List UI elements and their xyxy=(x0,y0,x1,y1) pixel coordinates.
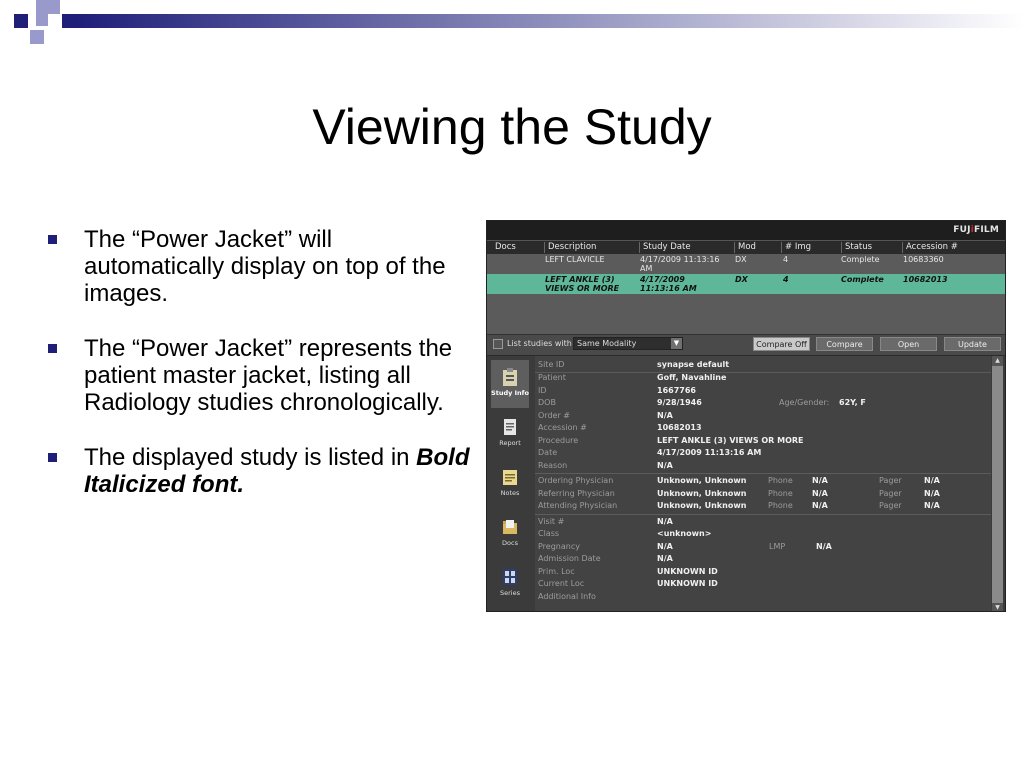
field-value: UNKNOWN ID xyxy=(657,579,718,588)
scroll-up-icon[interactable]: ▲ xyxy=(992,356,1003,366)
fujifilm-logo: FUJiFILM xyxy=(953,225,999,235)
tab-label: Study Info xyxy=(491,389,529,397)
study-table-header xyxy=(487,240,1006,255)
update-button[interactable]: Update xyxy=(944,337,1001,351)
series-grid-icon xyxy=(502,568,518,586)
field-label: Phone xyxy=(768,476,793,485)
field-value: N/A xyxy=(657,460,673,470)
field-value: 4/17/2009 11:13:16 AM xyxy=(657,448,762,457)
clipboard-icon xyxy=(502,368,518,386)
document-icon xyxy=(502,418,518,436)
field-label: Pregnancy xyxy=(538,541,580,551)
field-additional-info xyxy=(535,591,991,604)
bullet-emphasis: Bold Italicized font. xyxy=(84,444,470,498)
field-value: LEFT ANKLE (3) VIEWS OR MORE xyxy=(657,435,804,445)
field-accession xyxy=(535,422,991,435)
tab-label: Docs xyxy=(502,539,518,547)
tab-series[interactable] xyxy=(491,560,529,608)
col-status[interactable]: Status xyxy=(841,242,872,253)
field-reason xyxy=(535,460,991,473)
power-jacket-screenshot xyxy=(486,220,1006,612)
field-label: Class xyxy=(538,529,560,538)
field-current-loc xyxy=(535,578,991,591)
field-value: N/A xyxy=(812,488,828,498)
field-value: N/A xyxy=(816,541,832,551)
filter-value: Same Modality xyxy=(577,339,637,348)
group-divider xyxy=(535,514,991,515)
field-value: N/A xyxy=(812,501,828,510)
field-value: 1667766 xyxy=(657,385,696,395)
field-patient xyxy=(535,372,991,385)
tab-report[interactable] xyxy=(491,410,529,458)
square-bullet-icon xyxy=(48,344,57,353)
field-admission-date xyxy=(535,553,991,566)
field-order xyxy=(535,410,991,423)
field-value: N/A xyxy=(657,516,673,526)
field-label: Phone xyxy=(768,501,793,510)
compare-off-button[interactable]: Compare Off xyxy=(753,337,810,351)
cell-img: 4 xyxy=(783,275,789,284)
app-topbar xyxy=(487,221,1006,240)
field-value: N/A xyxy=(657,554,673,563)
field-date xyxy=(535,447,991,460)
field-value: N/A xyxy=(924,476,940,485)
side-tabs xyxy=(491,360,529,612)
field-label: Order # xyxy=(538,410,570,420)
field-pregnancy xyxy=(535,541,991,554)
field-label: Date xyxy=(538,448,558,457)
table-row[interactable] xyxy=(487,254,1006,274)
field-label: DOB xyxy=(538,398,556,407)
list-filter-bar xyxy=(487,334,1006,356)
cell-description: LEFT CLAVICLE xyxy=(545,255,605,264)
field-site-id xyxy=(535,359,991,373)
tab-label: Series xyxy=(500,589,520,597)
bullet-list xyxy=(48,226,478,526)
bullet-text: The “Power Jacket” will automatically display on top of the images. xyxy=(84,226,446,307)
field-value: N/A xyxy=(657,541,673,551)
cell-date: 4/17/2009 11:13:16 AM xyxy=(640,275,697,293)
field-dob xyxy=(535,397,991,410)
field-prim-loc xyxy=(535,566,991,579)
field-label: Visit # xyxy=(538,516,565,526)
field-value: Unknown, Unknown xyxy=(657,488,747,498)
field-label: Pager xyxy=(879,501,902,510)
field-label: Pager xyxy=(879,476,902,485)
field-label: Phone xyxy=(768,488,793,498)
tab-label: Notes xyxy=(500,489,520,497)
field-label: Pager xyxy=(879,488,902,498)
field-label: Patient xyxy=(538,373,566,382)
field-label: Attending Physician xyxy=(538,501,618,510)
bullet-text: The “Power Jacket” represents the patient master jacket, listing all Radiology studies chronologically. xyxy=(84,335,453,416)
modality-filter-select[interactable] xyxy=(573,337,683,350)
field-label: Accession # xyxy=(538,423,587,432)
group-divider xyxy=(535,473,991,474)
col-img[interactable]: # Img xyxy=(781,242,811,253)
tab-notes[interactable] xyxy=(491,460,529,508)
field-label: Ordering Physician xyxy=(538,476,614,485)
field-value: synapse default xyxy=(657,360,730,369)
field-value: 62Y, F xyxy=(839,398,866,407)
cell-accession: 10682013 xyxy=(903,275,948,284)
cell-accession: 10683360 xyxy=(903,255,944,264)
cell-date: 4/17/2009 11:13:16 AM xyxy=(640,255,720,273)
cell-description: LEFT ANKLE (3) VIEWS OR MORE xyxy=(545,275,620,293)
field-label: Site ID xyxy=(538,360,565,369)
square-bullet-icon xyxy=(48,453,57,462)
field-referring-physician xyxy=(535,488,991,501)
field-label: Referring Physician xyxy=(538,488,615,498)
tab-docs[interactable] xyxy=(491,510,529,558)
col-accession[interactable]: Accession # xyxy=(902,242,958,253)
cell-img: 4 xyxy=(783,255,789,264)
field-value: Unknown, Unknown xyxy=(657,476,747,485)
list-studies-label: List studies with xyxy=(507,339,572,348)
field-value: N/A xyxy=(657,410,673,420)
field-label: Reason xyxy=(538,460,568,470)
cell-status: Complete xyxy=(841,255,880,264)
field-procedure xyxy=(535,435,991,448)
slide-title: Viewing the Study xyxy=(312,99,712,155)
study-list xyxy=(487,254,1006,334)
study-info-fields xyxy=(535,356,991,612)
field-value: Unknown, Unknown xyxy=(657,501,747,510)
field-value: N/A xyxy=(812,476,828,485)
field-label: Current Loc xyxy=(538,579,585,588)
field-label: Additional Info xyxy=(538,591,596,601)
bullet-item xyxy=(48,226,478,307)
bullet-item xyxy=(48,444,478,498)
field-class xyxy=(535,528,991,541)
bullet-item xyxy=(48,335,478,416)
col-mod[interactable]: Mod xyxy=(734,242,756,253)
field-value: <unknown> xyxy=(657,529,712,538)
scroll-down-icon[interactable]: ▼ xyxy=(992,603,1003,612)
field-value: UNKNOWN ID xyxy=(657,566,718,576)
table-row-selected[interactable] xyxy=(487,274,1006,294)
col-description[interactable]: Description xyxy=(544,242,596,253)
list-studies-checkbox[interactable] xyxy=(493,339,503,349)
field-attending-physician xyxy=(535,500,991,513)
field-value: 10682013 xyxy=(657,423,702,432)
field-ordering-physician xyxy=(535,475,991,488)
field-label: LMP xyxy=(769,541,786,551)
open-button[interactable]: Open xyxy=(880,337,937,351)
cell-mod: DX xyxy=(735,275,748,284)
col-study-date[interactable]: Study Date xyxy=(639,242,691,253)
square-bullet-icon xyxy=(48,235,57,244)
chevron-down-icon[interactable]: ▼ xyxy=(671,338,682,349)
tab-study-info[interactable] xyxy=(491,360,529,408)
field-value: 9/28/1946 xyxy=(657,398,702,407)
field-value: N/A xyxy=(924,488,940,498)
study-detail-panel xyxy=(487,356,1006,612)
notes-icon xyxy=(502,468,518,486)
field-value: Goff, Navahline xyxy=(657,373,727,382)
field-label: Admission Date xyxy=(538,554,601,563)
folder-icon xyxy=(502,518,518,536)
detail-scrollbar[interactable] xyxy=(992,356,1003,612)
field-id xyxy=(535,385,991,398)
field-visit xyxy=(535,516,991,529)
field-value: N/A xyxy=(924,501,940,510)
field-label: Procedure xyxy=(538,435,579,445)
cell-mod: DX xyxy=(735,255,747,264)
tab-label: Report xyxy=(499,439,521,447)
field-label: ID xyxy=(538,385,547,395)
bullet-text: The displayed study is listed in xyxy=(84,444,417,471)
compare-button[interactable]: Compare xyxy=(816,337,873,351)
field-label: Prim. Loc xyxy=(538,566,575,576)
field-label: Age/Gender: xyxy=(779,398,830,407)
cell-status: Complete xyxy=(841,275,884,284)
col-docs[interactable]: Docs xyxy=(495,242,516,252)
